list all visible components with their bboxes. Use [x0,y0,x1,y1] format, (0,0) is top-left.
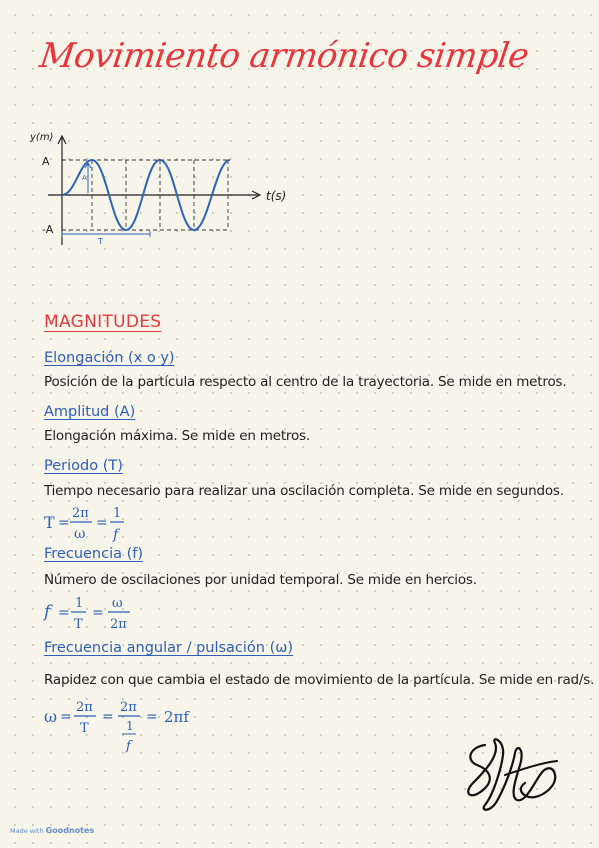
svg-text:1: 1 [126,719,134,733]
amplitud-text: Elongación máxima. Se mide en metros. [44,428,310,444]
x-axis-label: t(s) [266,189,287,203]
svg-text:=: = [146,709,158,725]
svg-text:=: = [92,605,104,621]
angular-title: Frecuencia angular / pulsación (ω) [44,640,294,656]
period-marker: T [98,237,103,246]
y-axis-label: y(m) [30,132,54,143]
svg-text:1: 1 [75,596,84,611]
svg-text:2π: 2π [110,617,127,632]
svg-text:ω: ω [44,707,58,726]
svg-text:f: f [44,602,51,622]
signature-image [455,735,565,815]
svg-text:=: = [58,515,70,531]
goodnotes-badge [10,826,94,835]
svg-text:2πf: 2πf [164,708,189,726]
periodo-formula [40,500,160,546]
min-label: -A [42,223,54,236]
frecuencia-title: Frecuencia (f) [44,546,144,562]
svg-text:=: = [102,709,114,725]
svg-text:ω: ω [112,596,123,611]
frecuencia-formula [40,590,160,636]
periodo-text: Tiempo necesario para realizar una oscilación completa. Se mide en segundos. [44,483,564,499]
svg-text:=: = [58,605,70,621]
svg-text:ω: ω [74,526,86,542]
svg-text:=: = [96,515,108,531]
svg-text:2π: 2π [120,700,137,715]
periodo-title: Periodo (T) [44,458,123,474]
amplitude-marker: A [82,174,87,182]
svg-text:2π: 2π [72,506,89,521]
angular-formula [40,694,230,760]
elongacion-title: Elongación (x o y) [44,350,175,366]
svg-text:2π: 2π [76,700,93,715]
svg-text:T: T [74,617,83,632]
svg-text:f: f [113,527,119,543]
amplitud-title: Amplitud (A) [44,404,136,420]
svg-text:1: 1 [113,506,122,521]
svg-text:T: T [80,721,89,736]
shm-graph [20,120,320,260]
svg-text:T: T [44,513,55,532]
section-heading: MAGNITUDES [44,312,162,332]
svg-text:=: = [60,709,72,725]
max-label: A [42,155,50,168]
svg-text:f: f [126,739,131,754]
badge-made-with: Made with [10,827,44,835]
page-title: Movimiento armónico simple [37,36,531,76]
elongacion-text: Posición de la partícula respecto al centro de la trayectoria. Se mide en metros. [44,374,567,390]
angular-text: Rapidez con que cambia el estado de movimiento de la partícula. Se mide en rad/s. [44,672,595,688]
badge-brand: Goodnotes [45,826,95,835]
frecuencia-text: Número de oscilaciones por unidad temporal. Se mide en hercios. [44,572,477,588]
